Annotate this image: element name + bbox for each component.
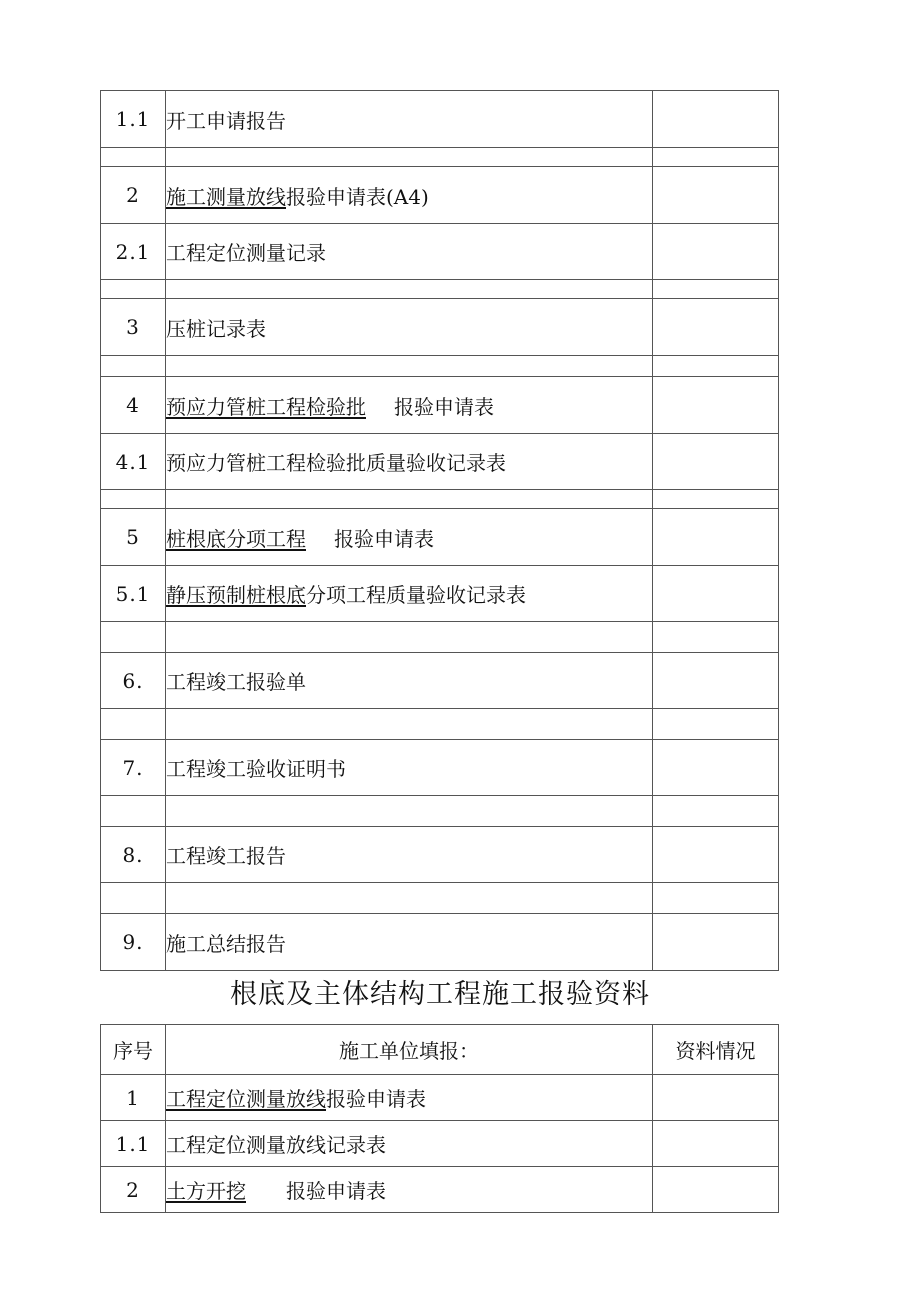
row-number: [101, 622, 166, 653]
row-number: 2: [101, 167, 166, 224]
row-number: 6.: [101, 653, 166, 709]
row-description: [166, 91, 653, 148]
underlined-item-name: 桩根底分项工程: [166, 526, 306, 551]
table-row: [101, 1075, 779, 1121]
status-cell[interactable]: [653, 167, 779, 224]
row-number: 2: [101, 1167, 166, 1213]
status-cell[interactable]: [653, 224, 779, 280]
table-row: [101, 1121, 779, 1167]
underlined-item-name: 静压预制桩根底: [166, 583, 306, 607]
item-text: 工程竣工验收证明书: [166, 757, 346, 781]
status-cell[interactable]: [653, 356, 779, 377]
row-number: [101, 148, 166, 167]
item-text: 预应力管桩工程检验批质量验收记录表: [166, 451, 506, 475]
table-header-row: [101, 1025, 779, 1075]
row-description: [166, 509, 653, 566]
row-number: [101, 796, 166, 827]
table-row: [101, 653, 779, 709]
row-description: [166, 796, 653, 827]
status-cell[interactable]: [653, 509, 779, 566]
row-description: [166, 566, 653, 622]
row-description: [166, 883, 653, 914]
item-text: 工程竣工报告: [166, 844, 286, 868]
header-num: 序号: [101, 1025, 166, 1075]
status-cell[interactable]: [653, 914, 779, 971]
status-cell[interactable]: [653, 827, 779, 883]
item-text: 压桩记录表: [166, 316, 266, 341]
status-cell[interactable]: [653, 653, 779, 709]
table-row: [101, 377, 779, 434]
row-number: 4: [101, 377, 166, 434]
table-row: [101, 883, 779, 914]
row-description: [166, 224, 653, 280]
row-number: [101, 883, 166, 914]
table-row: [101, 509, 779, 566]
item-text: 施工总结报告: [166, 931, 286, 956]
row-description: [166, 622, 653, 653]
row-description: [166, 914, 653, 971]
table-row: [101, 740, 779, 796]
row-description: [166, 356, 653, 377]
underlined-item-name: 工程定位测量放线: [166, 1087, 326, 1111]
status-cell[interactable]: [653, 1121, 779, 1167]
item-text: 报验申请表: [334, 526, 434, 551]
row-number: 1.1: [101, 91, 166, 148]
status-cell[interactable]: [653, 377, 779, 434]
submission-table-2: [100, 1024, 779, 1213]
table-row: [101, 1167, 779, 1213]
header-description: 施工单位填报：: [166, 1025, 653, 1075]
submission-table-1: [100, 90, 779, 971]
row-number: [101, 356, 166, 377]
row-number: 3: [101, 299, 166, 356]
table-row: [101, 148, 779, 167]
table-row: [101, 566, 779, 622]
item-text: 工程定位测量记录: [166, 241, 326, 265]
row-description: [166, 1121, 653, 1167]
row-number: 9.: [101, 914, 166, 971]
table-row: [101, 434, 779, 490]
underlined-item-name: 施工测量放线: [166, 184, 286, 209]
status-cell[interactable]: [653, 740, 779, 796]
status-cell[interactable]: [653, 148, 779, 167]
row-description: [166, 653, 653, 709]
table-row: [101, 709, 779, 740]
row-number: 5.1: [101, 566, 166, 622]
item-text: 报验申请表(A4): [286, 184, 429, 209]
row-number: 1: [101, 1075, 166, 1121]
row-description: [166, 1167, 653, 1213]
item-text: 工程定位测量放线记录表: [166, 1133, 386, 1157]
item-text: 开工申请报告: [166, 108, 286, 133]
row-description: [166, 827, 653, 883]
row-description: [166, 490, 653, 509]
table-row: [101, 356, 779, 377]
table-row: [101, 914, 779, 971]
status-cell[interactable]: [653, 490, 779, 509]
status-cell[interactable]: [653, 1167, 779, 1213]
table-row: [101, 299, 779, 356]
table-row: [101, 91, 779, 148]
row-number: 2.1: [101, 224, 166, 280]
row-description: [166, 1075, 653, 1121]
table-row: [101, 280, 779, 299]
status-cell[interactable]: [653, 280, 779, 299]
section-title: 根底及主体结构工程施工报验资料: [230, 979, 650, 1010]
row-description: [166, 434, 653, 490]
table-row: [101, 224, 779, 280]
table-row: [101, 827, 779, 883]
status-cell[interactable]: [653, 709, 779, 740]
status-cell[interactable]: [653, 883, 779, 914]
row-description: [166, 167, 653, 224]
item-text: 工程竣工报验单: [166, 670, 306, 694]
item-text: 报验申请表: [286, 1179, 386, 1203]
row-description: [166, 148, 653, 167]
status-cell[interactable]: [653, 796, 779, 827]
row-description: [166, 280, 653, 299]
item-text: 报验申请表: [394, 394, 494, 419]
row-description: [166, 740, 653, 796]
status-cell[interactable]: [653, 1075, 779, 1121]
header-status: 资料情况: [653, 1025, 779, 1075]
row-number: 7.: [101, 740, 166, 796]
row-number: 8.: [101, 827, 166, 883]
status-cell[interactable]: [653, 299, 779, 356]
item-text: 分项工程质量验收记录表: [306, 583, 526, 607]
row-number: [101, 490, 166, 509]
row-description: [166, 299, 653, 356]
row-description: [166, 377, 653, 434]
row-number: 4.1: [101, 434, 166, 490]
status-cell[interactable]: [653, 622, 779, 653]
table-row: [101, 622, 779, 653]
status-cell[interactable]: [653, 91, 779, 148]
underlined-item-name: 土方开挖: [166, 1179, 246, 1203]
table-row: [101, 167, 779, 224]
row-number: 1.1: [101, 1121, 166, 1167]
status-cell[interactable]: [653, 434, 779, 490]
table-row: [101, 490, 779, 509]
table-row: [101, 796, 779, 827]
underlined-item-name: 预应力管桩工程检验批: [166, 394, 366, 419]
row-number: [101, 709, 166, 740]
row-number: 5: [101, 509, 166, 566]
row-description: [166, 709, 653, 740]
item-text: 报验申请表: [326, 1087, 426, 1111]
status-cell[interactable]: [653, 566, 779, 622]
row-number: [101, 280, 166, 299]
